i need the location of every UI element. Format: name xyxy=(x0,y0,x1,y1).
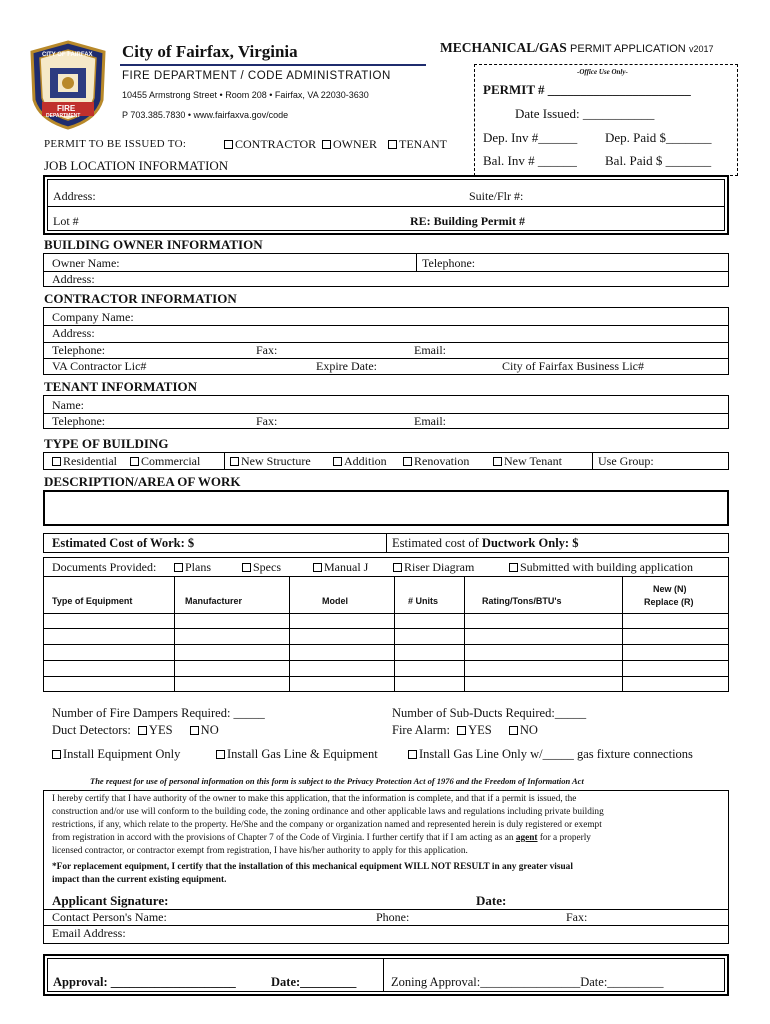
equipment-box xyxy=(43,557,729,692)
cert-line-4a: from registration in accord with the provisions of Chapter 7 of the Code of Virginia. I further certify that if I am acting as an xyxy=(52,833,516,843)
owner-name[interactable]: Owner Name: xyxy=(52,256,120,270)
contractor-expire[interactable]: Expire Date: xyxy=(316,359,377,373)
privacy-notice: The request for use of personal information on this form is subject to the Privacy Protection Act of 1976 and the Freedom of Information Act xyxy=(90,776,584,786)
city-title: City of Fairfax, Virginia xyxy=(122,42,298,61)
issued-to-label: PERMIT TO BE ISSUED TO: xyxy=(44,138,187,150)
col-sep-5 xyxy=(622,576,623,691)
type-sep-2 xyxy=(592,453,593,469)
install-equipment-label: Install Equipment Only xyxy=(63,747,181,761)
job-address[interactable]: Address: xyxy=(53,189,96,203)
description-heading: DESCRIPTION/AREA OF WORK xyxy=(44,474,241,489)
specs-checkbox[interactable] xyxy=(242,563,251,572)
contractor-va-lic[interactable]: VA Contractor Lic# xyxy=(52,359,147,373)
documents-label: Documents Provided: xyxy=(52,560,157,574)
estimated-cost-ductwork[interactable] xyxy=(392,536,578,551)
certification-box xyxy=(43,790,729,944)
option-contractor[interactable] xyxy=(224,137,316,152)
form-title-rest: PERMIT APPLICATION xyxy=(570,43,686,55)
replacement-line-1: *For replacement equipment, I certify that the installation of this mechanical equipment WILL NOT RESULT in any greater visual xyxy=(52,862,573,872)
contractor-checkbox[interactable] xyxy=(224,140,233,149)
contractor-telephone[interactable]: Telephone: xyxy=(52,343,106,357)
type-new-tenant[interactable] xyxy=(493,454,562,469)
install-gas-only-checkbox[interactable] xyxy=(408,750,417,759)
approval-sep xyxy=(383,958,384,992)
alarm-yes-checkbox[interactable] xyxy=(457,726,466,735)
contractor-label: CONTRACTOR xyxy=(235,137,317,151)
department: FIRE DEPARTMENT / CODE ADMINISTRATION xyxy=(122,70,391,82)
permit-number[interactable]: PERMIT # ______________________ xyxy=(483,82,691,97)
install-gas-equipment-checkbox[interactable] xyxy=(216,750,225,759)
table-row xyxy=(44,613,728,614)
cert-line-4c: for a properly xyxy=(537,833,591,843)
tenant-heading: TENANT INFORMATION xyxy=(44,379,198,394)
col-sep-2 xyxy=(289,576,290,691)
install-gas-only[interactable] xyxy=(408,747,693,762)
approval-field[interactable]: Approval: ____________________ xyxy=(53,975,236,989)
fire-alarm xyxy=(392,723,538,738)
col-type-equipment: Type of Equipment xyxy=(52,596,133,606)
contact-fax[interactable]: Fax: xyxy=(566,910,588,924)
owner-box xyxy=(43,253,729,287)
col-sep-1 xyxy=(174,576,175,691)
type-new-structure[interactable] xyxy=(230,454,311,469)
contractor-email[interactable]: Email: xyxy=(414,343,446,357)
table-row xyxy=(44,676,728,677)
owner-telephone[interactable]: Telephone: xyxy=(422,256,476,270)
approval-date[interactable]: Date:_________ xyxy=(271,975,357,989)
dep-paid[interactable]: Dep. Paid $_______ xyxy=(605,130,712,145)
contractor-company[interactable]: Company Name: xyxy=(52,310,134,324)
estimated-cost-work[interactable]: Estimated Cost of Work: $ xyxy=(52,536,195,550)
option-tenant[interactable] xyxy=(388,137,447,152)
job-lot[interactable]: Lot # xyxy=(53,214,79,228)
sub-ducts[interactable]: Number of Sub-Ducts Required:_____ xyxy=(392,706,587,720)
use-group[interactable]: Use Group: xyxy=(598,454,654,468)
new-structure-label: New Structure xyxy=(241,454,311,468)
contractor-divider-1 xyxy=(44,325,728,326)
riser-label: Riser Diagram xyxy=(404,560,475,574)
cost-sep xyxy=(386,534,387,552)
owner-label: OWNER xyxy=(333,137,377,151)
ductwork-pre: Estimated cost of xyxy=(392,536,482,550)
form-title xyxy=(440,40,714,56)
type-addition[interactable] xyxy=(333,454,387,469)
commercial-checkbox[interactable] xyxy=(130,457,139,466)
type-commercial[interactable] xyxy=(130,454,200,469)
alarm-no-label: NO xyxy=(519,723,538,737)
tenant-email[interactable]: Email: xyxy=(414,414,446,428)
contractor-city-lic[interactable]: City of Fairfax Business Lic# xyxy=(502,359,644,373)
contractor-fax[interactable]: Fax: xyxy=(256,343,278,357)
duct-yes-checkbox[interactable] xyxy=(138,726,147,735)
residential-checkbox[interactable] xyxy=(52,457,61,466)
cert-agent: agent xyxy=(515,833,538,843)
job-suite[interactable]: Suite/Flr #: xyxy=(469,189,524,203)
tenant-checkbox[interactable] xyxy=(388,140,397,149)
type-residential[interactable] xyxy=(52,454,117,469)
city-seal xyxy=(28,40,108,130)
manual-j-checkbox[interactable] xyxy=(313,563,322,572)
contact-line: P 703.385.7830 • www.fairfaxva.gov/code xyxy=(122,110,289,120)
building-type-heading: TYPE OF BUILDING xyxy=(44,436,169,451)
seal-top-text: CITY OF FAIRFAX xyxy=(42,52,93,58)
date-issued[interactable]: Date Issued: ___________ xyxy=(515,106,655,121)
doc-manual-j[interactable] xyxy=(313,560,368,575)
bal-paid[interactable]: Bal. Paid $ _______ xyxy=(605,153,712,168)
install-gas-equipment-label: Install Gas Line & Equipment xyxy=(227,747,378,761)
table-row xyxy=(44,644,728,645)
duct-no-label: NO xyxy=(200,723,219,737)
job-location-heading: JOB LOCATION INFORMATION xyxy=(44,158,229,173)
street-address: 10455 Armstrong Street • Room 208 • Fairfax, VA 22030-3630 xyxy=(122,90,369,100)
doc-submitted[interactable] xyxy=(509,560,693,575)
install-equipment-only[interactable] xyxy=(52,747,180,762)
office-use-label: -Office Use Only- xyxy=(577,68,628,76)
job-re-building[interactable]: RE: Building Permit # xyxy=(410,214,526,228)
contact-phone[interactable]: Phone: xyxy=(376,910,410,924)
duct-yes-label: YES xyxy=(148,723,173,737)
addition-label: Addition xyxy=(344,454,387,468)
owner-divider xyxy=(44,271,728,272)
seal-fire-text: FIRE xyxy=(57,104,76,113)
option-owner[interactable] xyxy=(322,137,377,152)
col-sep-3 xyxy=(394,576,395,691)
fire-alarm-label: Fire Alarm: xyxy=(392,723,450,737)
alarm-no-checkbox[interactable] xyxy=(509,726,518,735)
new-structure-checkbox[interactable] xyxy=(230,457,239,466)
doc-specs[interactable] xyxy=(242,560,281,575)
new-tenant-checkbox[interactable] xyxy=(493,457,502,466)
submitted-checkbox[interactable] xyxy=(509,563,518,572)
sig-divider-2 xyxy=(44,925,728,926)
submitted-label: Submitted with building application xyxy=(520,560,693,574)
form-version: v2017 xyxy=(689,44,714,54)
cost-box xyxy=(43,533,729,553)
contractor-heading: CONTRACTOR INFORMATION xyxy=(44,291,237,306)
bal-inv[interactable]: Bal. Inv # ______ xyxy=(483,153,577,168)
col-units: # Units xyxy=(408,596,439,606)
job-location-inner xyxy=(47,179,725,231)
tenant-box xyxy=(43,395,729,429)
riser-checkbox[interactable] xyxy=(393,563,402,572)
owner-vdivider xyxy=(416,254,417,271)
plans-checkbox[interactable] xyxy=(174,563,183,572)
renovation-label: Renovation xyxy=(414,454,470,468)
job-divider xyxy=(47,206,725,207)
header-rule xyxy=(120,64,426,66)
tenant-divider xyxy=(44,413,728,414)
cert-line-4 xyxy=(52,833,591,843)
dep-inv[interactable]: Dep. Inv #______ xyxy=(483,130,578,145)
install-gas-equipment[interactable] xyxy=(216,747,378,762)
owner-address[interactable]: Address: xyxy=(52,272,95,286)
owner-heading: BUILDING OWNER INFORMATION xyxy=(44,237,263,252)
specs-label: Specs xyxy=(253,560,281,574)
tenant-label: TENANT xyxy=(399,137,447,151)
description-box[interactable] xyxy=(43,490,729,526)
tenant-name[interactable]: Name: xyxy=(52,398,84,412)
plans-label: Plans xyxy=(185,560,212,574)
col-model: Model xyxy=(322,596,348,606)
doc-riser[interactable] xyxy=(393,560,474,575)
building-type-box xyxy=(43,452,729,470)
applicant-signature[interactable]: Applicant Signature: xyxy=(52,893,169,908)
table-row xyxy=(44,660,728,661)
tenant-telephone[interactable]: Telephone: xyxy=(52,414,106,428)
cert-line-3: restrictions, if any, which relate to the property. He/She and the company or organization named and represented herein is duly registered or exempt xyxy=(52,820,602,830)
type-renovation[interactable] xyxy=(403,454,469,469)
replacement-line-2: impact than the current existing equipment. xyxy=(52,875,227,885)
col-manufacturer: Manufacturer xyxy=(185,596,243,606)
doc-plans[interactable] xyxy=(174,560,211,575)
docs-divider xyxy=(44,576,728,577)
install-equipment-checkbox[interactable] xyxy=(52,750,61,759)
duct-detectors xyxy=(52,723,219,738)
contractor-box xyxy=(43,307,729,375)
contractor-divider-2 xyxy=(44,342,728,343)
renovation-checkbox[interactable] xyxy=(403,457,412,466)
seal-dept-text: DEPARTMENT xyxy=(46,113,81,119)
addition-checkbox[interactable] xyxy=(333,457,342,466)
new-tenant-label: New Tenant xyxy=(504,454,562,468)
owner-checkbox[interactable] xyxy=(322,140,331,149)
office-use-box xyxy=(474,64,738,176)
tenant-fax[interactable]: Fax: xyxy=(256,414,278,428)
residential-label: Residential xyxy=(63,454,117,468)
col-replace: Replace (R) xyxy=(644,597,694,607)
job-location-box xyxy=(43,175,729,235)
form-title-bold: MECHANICAL/GAS xyxy=(440,40,567,55)
contractor-address[interactable]: Address: xyxy=(52,326,95,340)
contact-person[interactable]: Contact Person's Name: xyxy=(52,910,167,924)
duct-no-checkbox[interactable] xyxy=(190,726,199,735)
type-sep-1 xyxy=(224,453,225,469)
ductwork-bold: Ductwork Only: $ xyxy=(481,536,579,550)
email-address[interactable]: Email Address: xyxy=(52,926,126,940)
manual-j-label: Manual J xyxy=(324,560,369,574)
col-rating: Rating/Tons/BTU's xyxy=(482,596,562,606)
alarm-yes-label: YES xyxy=(468,723,492,737)
cert-line-5: licensed contractor, or contractor exempt from registration, I have his/her authority to apply for this application. xyxy=(52,846,468,856)
table-row xyxy=(44,628,728,629)
install-gas-only-label: Install Gas Line Only w/_____ gas fixture connections xyxy=(419,747,693,761)
duct-detectors-label: Duct Detectors: xyxy=(52,723,131,737)
col-new: New (N) xyxy=(653,584,687,594)
commercial-label: Commercial xyxy=(141,454,201,468)
col-sep-4 xyxy=(464,576,465,691)
signature-date[interactable]: Date: xyxy=(476,893,507,908)
zoning-approval[interactable]: Zoning Approval:________________Date:_________ xyxy=(391,975,664,989)
cert-line-1: I hereby certify that I have authority of the owner to make this application, that the information is complete, and that if a permit is issued, the xyxy=(52,794,577,804)
approval-box xyxy=(43,954,729,996)
cert-line-2: construction and/or use will conform to the building code, the zoning ordinance and other applicable laws and regulations including private building xyxy=(52,807,604,817)
fire-dampers[interactable]: Number of Fire Dampers Required: _____ xyxy=(52,706,265,720)
